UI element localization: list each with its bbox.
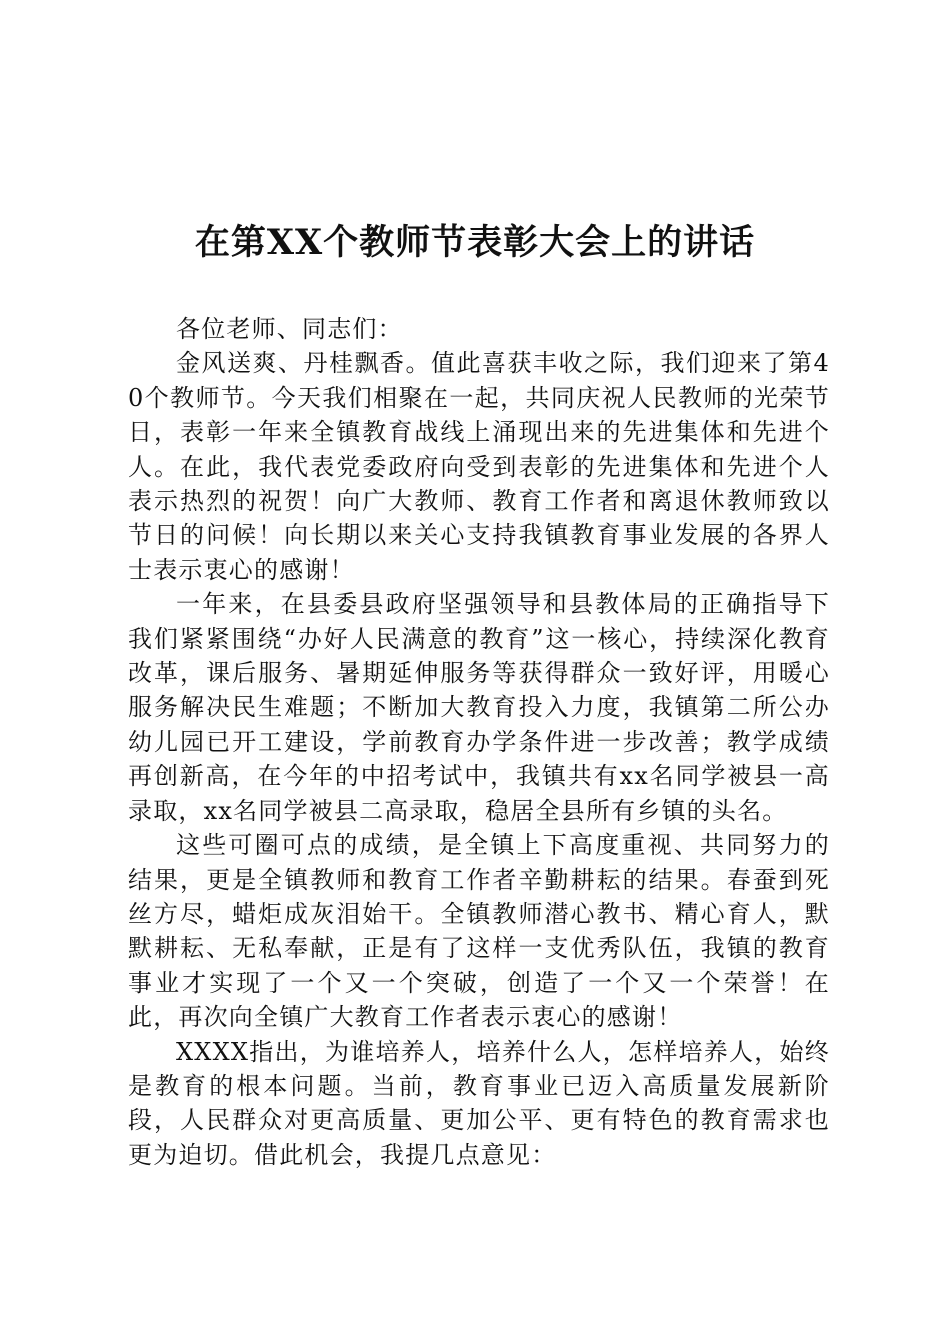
- document-body: [128, 312, 830, 1172]
- salutation-paragraph: 各位老师、同志们：: [176, 315, 403, 343]
- document-title: 在第XX个教师节表彰大会上的讲话: [194, 222, 756, 263]
- outlook-paragraph: XXXX指出，为谁培养人，培养什么人，怎样培养人，始终是教育的根本问题。当前，教育事业已迈入高质量发展新阶段，人民群众对更高质量、更加公平、更有特色的教育需求也更为迫切。借此机会，我提几点意见：: [128, 1037, 830, 1169]
- opening-paragraph: 金风送爽、丹桂飘香。值此喜获丰收之际，我们迎来了第40个教师节。今天我们相聚在一起，共同庆祝人民教师的光荣节日，表彰一年来全镇教育战线上涌现出来的先进集体和先进个人。在此，我代表党委政府向受到表彰的先进集体和先进个人表示热烈的祝贺！向广大教师、教育工作者和离退休教师致以节日的问候！向长期以来关心支持我镇教育事业发展的各界人士表示衷心的感谢！: [128, 349, 830, 584]
- gratitude-paragraph: 这些可圈可点的成绩，是全镇上下高度重视、共同努力的结果，更是全镇教师和教育工作者辛勤耕耘的结果。春蚕到死丝方尽，蜡炬成灰泪始干。全镇教师潜心教书、精心育人，默默耕耘、无私奉献，正是有了这样一支优秀队伍，我镇的教育事业才实现了一个又一个突破，创造了一个又一个荣誉！在此，再次向全镇广大教育工作者表示衷心的感谢！: [128, 831, 830, 1032]
- achievements-paragraph: 一年来，在县委县政府坚强领导和县教体局的正确指导下我们紧紧围绕“办好人民满意的教育”这一核心，持续深化教育改革，课后服务、暑期延伸服务等获得群众一致好评，用暖心服务解决民生难题；不断加大教育投入力度，我镇第二所公办幼儿园已开工建设，学前教育办学条件进一步改善；教学成绩再创新高，在今年的中招考试中，我镇共有xx名同学被县一高录取，xx名同学被县二高录取，稳居全县所有乡镇的头名。: [128, 590, 830, 825]
